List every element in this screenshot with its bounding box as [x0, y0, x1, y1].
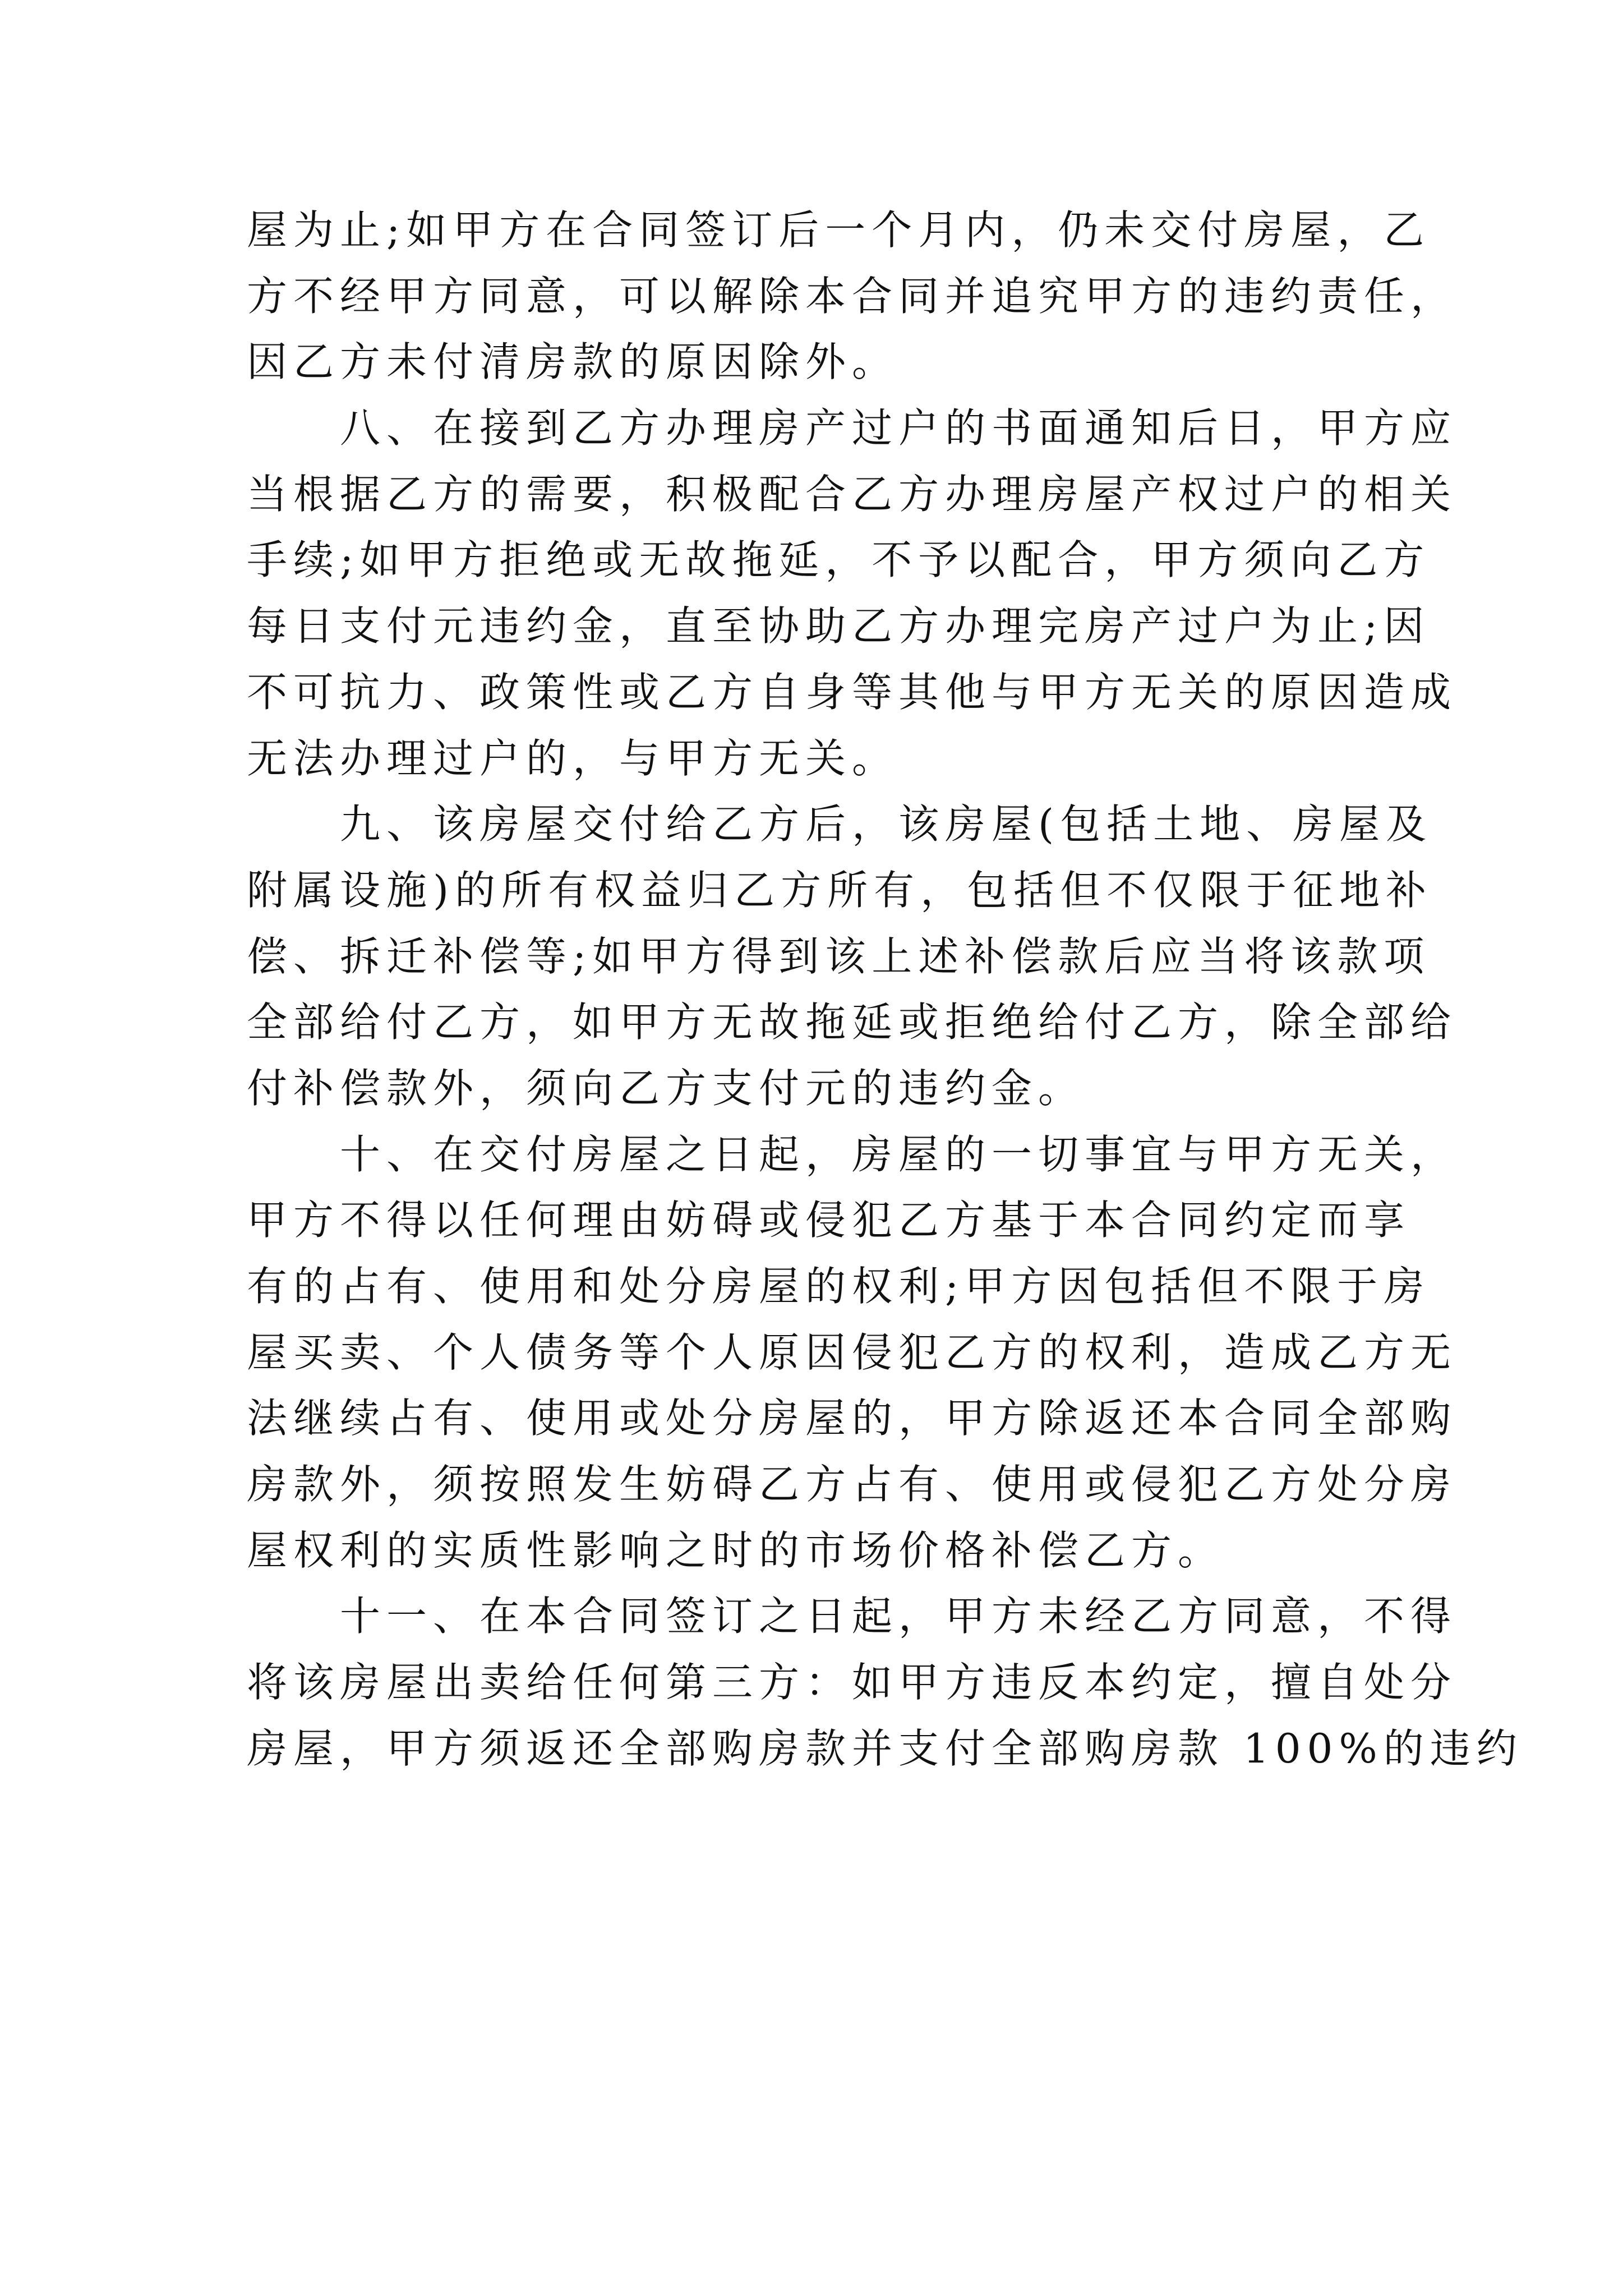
text-line: 当根据乙方的需要，积极配合乙方办理房屋产权过户的相关 [247, 470, 1458, 518]
text-line: 附属设施)的所有权益归乙方所有，包括但不仅限于征地补 [247, 866, 1433, 914]
text-line: 九、该房屋交付给乙方后，该房屋(包括土地、房屋及 [340, 800, 1433, 848]
text-line: 房款外，须按照发生妨碍乙方占有、使用或侵犯乙方处分房 [247, 1461, 1458, 1508]
text-line: 因乙方未付清房款的原因除外。 [247, 338, 899, 386]
document-body [247, 197, 1523, 1782]
paragraph-8 [247, 395, 1458, 792]
text-line: 每日支付元违约金，直至协助乙方办理完房产过户为止;因 [247, 602, 1431, 650]
text-line: 全部给付乙方，如甲方无故拖延或拒绝给付乙方，除全部给 [247, 999, 1458, 1046]
text-line: 手续;如甲方拒绝或无故拖延，不予以配合，甲方须向乙方 [247, 536, 1431, 584]
paragraph-10 [247, 1122, 1458, 1584]
paragraph-9 [247, 792, 1458, 1121]
text-line: 房屋，甲方须返还全部购房款并支付全部购房款 100%的违约 [247, 1724, 1523, 1772]
text-line: 将该房屋出卖给任何第三方：如甲方违反本约定，擅自处分 [247, 1659, 1458, 1706]
text-line: 无法办理过户的，与甲方无关。 [247, 734, 899, 782]
text-line: 八、在接到乙方办理房产过户的书面通知后日，甲方应 [340, 404, 1458, 452]
text-line: 屋权利的实质性影响之时的市场价格补偿乙方。 [247, 1526, 1225, 1574]
text-line: 屋为止;如甲方在合同签订后一个月内，仍未交付房屋，乙 [247, 206, 1431, 254]
text-line: 不可抗力、政策性或乙方自身等其他与甲方无关的原因造成 [247, 668, 1458, 716]
text-line: 甲方不得以任何理由妨碍或侵犯乙方基于本合同约定而享 [247, 1197, 1411, 1244]
text-line: 十一、在本合同签订之日起，甲方未经乙方同意，不得 [340, 1593, 1458, 1640]
text-line: 十、在交付房屋之日起，房屋的一切事宜与甲方无关， [340, 1130, 1458, 1178]
text-line: 方不经甲方同意，可以解除本合同并追究甲方的违约责任， [247, 272, 1458, 320]
text-line: 偿、拆迁补偿等;如甲方得到该上述补偿款后应当将该款项 [247, 932, 1431, 980]
text-line: 法继续占有、使用或处分房屋的，甲方除返还本合同全部购 [247, 1395, 1458, 1442]
paragraph-7-continuation [247, 197, 1458, 395]
text-line: 有的占有、使用和处分房屋的权利;甲方因包括但不限于房 [247, 1263, 1431, 1310]
paragraph-11 [247, 1584, 1523, 1782]
text-line: 屋买卖、个人债务等个人原因侵犯乙方的权利，造成乙方无 [247, 1328, 1458, 1376]
text-line: 付补偿款外，须向乙方支付元的违约金。 [247, 1064, 1085, 1112]
